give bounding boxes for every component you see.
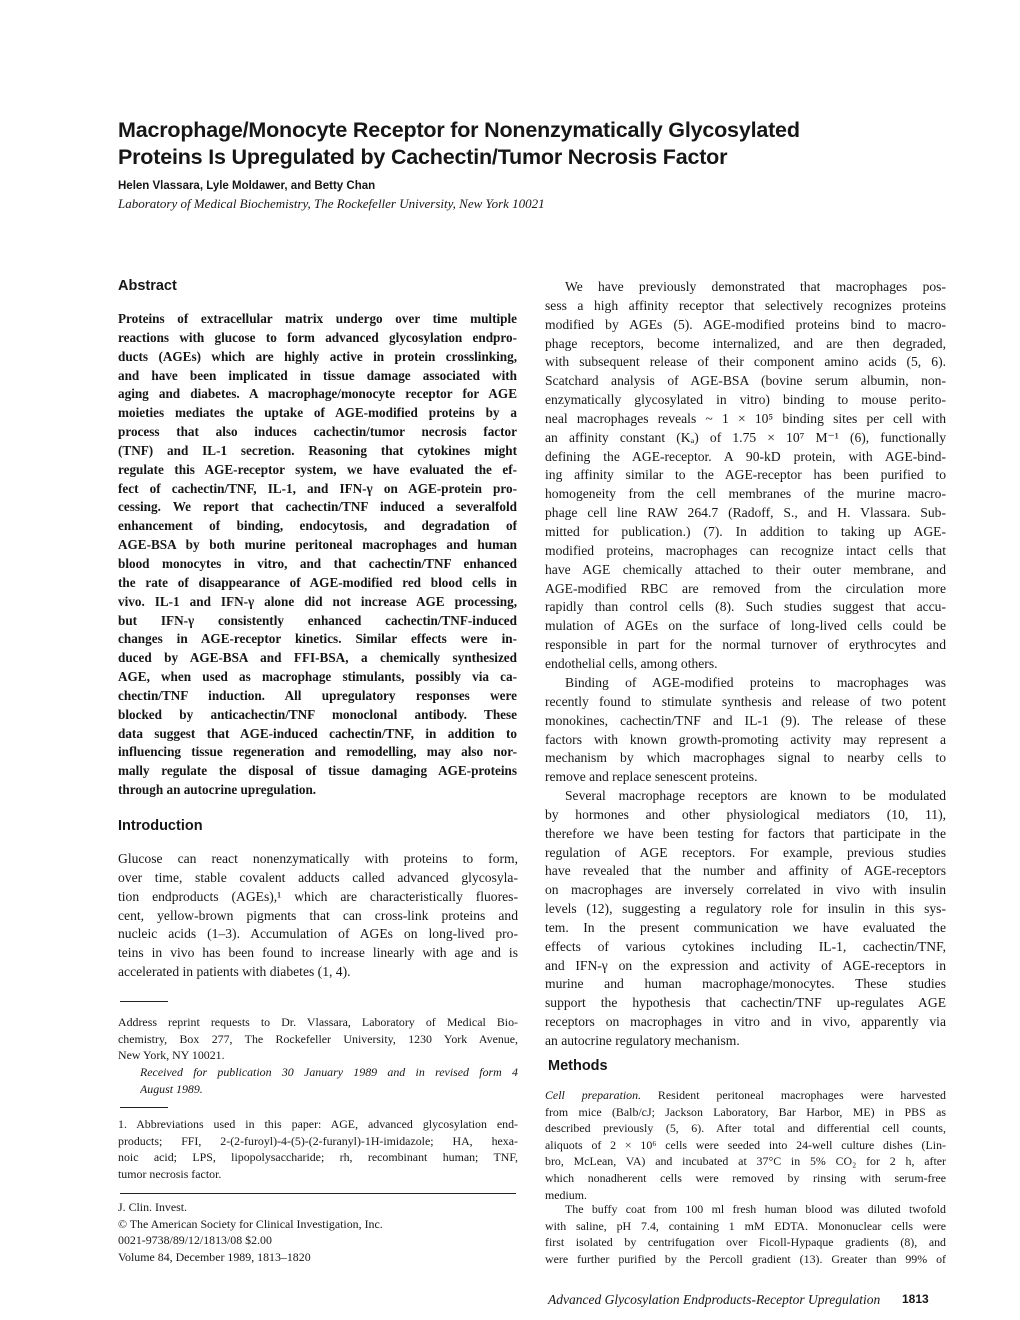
text-line: The buffy coat from 100 ml fresh human blood was diluted twofold (565, 1202, 946, 1216)
text-line: enzymatically glycosylated in vitro) binding to mouse perito- (545, 392, 946, 408)
text-line: recently found to stimulate synthesis and release of two potent (545, 693, 946, 709)
text-line: which nonadherent cells were removed by rinsing with serum-free (545, 1170, 946, 1185)
text-line: changes in AGE-receptor kinetics. Similar effects were in- (118, 631, 517, 647)
text-line: through an autocrine upregulation. (118, 782, 317, 798)
text-line: Address reprint requests to Dr. Vlassara, Laboratory of Medical Bio- (118, 1015, 518, 1029)
title-line: Macrophage/Monocyte Receptor for Nonenzymatically Glycosylated (118, 118, 800, 142)
text-line: mechanism by which macrophages signal to nearby cells to (545, 750, 946, 766)
running-title: Advanced Glycosylation Endproducts-Receptor Upregulation (548, 1292, 881, 1307)
text-line: AGE, when used as macrophage stimulants, possibly via ca- (118, 669, 517, 685)
text-line: were further purified by the Percoll gradient (13). Greater than 99% of (545, 1251, 946, 1266)
text-line: Several macrophage receptors are known to be modulated (565, 788, 946, 803)
text-line: by hormones and other physiological mediators (10, 11), (545, 806, 946, 822)
text-line: from mice (Balb/cJ; Jackson Laboratory, Bar Harbor, ME) in PBS as (545, 1104, 946, 1119)
text-line: ing affinity similar to the AGE-receptor has been purified to (545, 467, 946, 483)
text-line: cent, yellow-brown pigments that can cross-link proteins and (118, 907, 518, 923)
text-line: with subsequent release of their component amino acids (5, 6). (545, 354, 946, 370)
text-line: homogeneity from the cell membranes of the murine macro- (545, 486, 946, 502)
text-line: mitted for publication.) (7). In addition to taking up AGE- (545, 523, 946, 539)
text-line: teins in vivo has been found to increase linearly with age and is (118, 945, 518, 961)
text-line: support the hypothesis that cachectin/TNF up-regulates AGE (545, 995, 946, 1011)
methods-heading: Methods (548, 1058, 608, 1074)
text-line: therefore we have been testing for factors that participate in the (545, 825, 946, 841)
text-line: mulation of AGEs on the surface of long-lived cells could be (545, 618, 946, 634)
text-line: an affinity constant (Kₐ) of 1.75 × 10⁷ M⁻¹ (6), functionally (545, 429, 946, 445)
text-line: endothelial cells, among others. (545, 655, 718, 671)
text-line: fect of cachectin/TNF, IL-1, and IFN-γ on AGE-protein pro- (118, 480, 517, 496)
cell-preparation-rest (545, 1104, 946, 1204)
text-line: tumor necrosis factor. (118, 1166, 222, 1181)
text-line: © The American Society for Clinical Investigation, Inc. (118, 1216, 383, 1231)
text-line: remove and replace senescent proteins. (545, 769, 758, 785)
text-line: phage cell line RAW 264.7 (Radoff, S., and H. Vlassara. Sub- (545, 505, 946, 521)
authors: Helen Vlassara, Lyle Moldawer, and Betty Chan (118, 180, 376, 192)
text-line: rapidly than control cells (8). Such studies suggest that accu- (545, 599, 946, 615)
text-line: mally regulate the disposal of tissue damaging AGE-proteins (118, 763, 517, 779)
text-line: AGE-modified RBC are removed from the circulation more (545, 580, 946, 596)
text-line: modified by AGEs (5). AGE-modified proteins bind to macro- (545, 316, 946, 332)
text-line: tion endproducts (AGEs),¹ which are characteristically fluores- (118, 888, 518, 904)
text-line: Scatchard analysis of AGE-BSA (bovine serum albumin, non- (545, 373, 946, 389)
introduction-heading: Introduction (118, 818, 203, 834)
text-line: duced by AGE-BSA and FFI-BSA, a chemically synthesized (118, 650, 517, 666)
abbreviations-footnote (118, 1116, 518, 1182)
footnote-rule (120, 1107, 168, 1108)
text-line: and have been implicated in tissue damage associated with (118, 367, 517, 383)
text-line: New York, NY 10021. (118, 1048, 225, 1063)
buffy-coat-paragraph (545, 1201, 946, 1267)
text-line: (TNF) and IL-1 secretion. Reasoning that cytokines might (118, 442, 517, 458)
intro-paragraph-2 (545, 674, 946, 787)
text-line: cessing. We report that cachectin/TNF induced a severalfold (118, 499, 517, 515)
cell-preparation-paragraph (545, 1087, 946, 1203)
text-line: chectin/TNF induction. All upregulatory responses were (118, 687, 517, 703)
text-line: enhancement of binding, endocytosis, and degradation of (118, 518, 517, 534)
text-line: have AGE chemically attached to their outer membrane, and (545, 561, 946, 577)
text-line: Volume 84, December 1989, 1813–1820 (118, 1249, 311, 1264)
citation-block (118, 1199, 518, 1265)
text-line: first isolated by centrifugation over Ficoll-Hypaque gradients (8), and (545, 1235, 946, 1250)
text-line: We have previously demonstrated that macrophages pos- (565, 279, 946, 294)
text-line: influencing tissue regeneration and remodelling, may also nor- (118, 744, 517, 760)
page-number: 1813 (902, 1292, 929, 1306)
text-line: over time, stable covalent adducts called advanced glycosyla- (118, 869, 518, 885)
text-line: the rate of disappearance of AGE-modified red blood cells in (118, 574, 517, 590)
text-line: Binding of AGE-modified proteins to macrophages was (565, 675, 946, 690)
affiliation: Laboratory of Medical Biochemistry, The Rockefeller University, New York 10021 (118, 196, 545, 211)
text-line: moieties mediates the uptake of AGE-modified proteins by a (118, 405, 517, 421)
text-line: phage receptors, become internalized, and are then degraded, (545, 335, 946, 351)
article-title (118, 117, 918, 171)
text-line: an autocrine regulatory mechanism. (545, 1032, 740, 1048)
text-line: nucleic acids (1–3). Accumulation of AGEs on long-lived pro- (118, 926, 518, 942)
text-line: on macrophages are inversely correlated in vivo with insulin (545, 882, 946, 898)
text-line: ducts (AGEs) which are highly active in protein crosslinking, (118, 348, 517, 364)
text-line: modified proteins, macrophages can recognize intact cells that (545, 542, 946, 558)
footnote-rule (120, 1001, 168, 1002)
text-line: neal macrophages reveals ~ 1 × 10⁵ binding sites per cell with (545, 410, 946, 426)
text-line: chemistry, Box 277, The Rockefeller University, 1230 York Avenue, (118, 1031, 518, 1046)
text-line: noic acid; LPS, lipopolysaccharide; rh, recombinant human; TNF, (118, 1150, 518, 1165)
text-line: products; FFI, 2-(2-furoyl)-4-(5)-(2-furanyl)-1H-imidazole; HA, hexa- (118, 1133, 518, 1148)
text-line: defining the AGE-receptor. A 90-kD protein, with AGE-bind- (545, 448, 946, 464)
text-line: AGE-BSA by both murine peritoneal macrophages and human (118, 537, 517, 553)
text-line: Proteins of extracellular matrix undergo over time multiple (118, 311, 517, 326)
text-line: aliquots of 2 × 10⁶ cells were seeded into 24-well culture dishes (Lin- (545, 1137, 946, 1152)
text-line: but IFN-γ consistently enhanced cachectin/TNF-induced (118, 612, 517, 628)
text-line: 0021-9738/89/12/1813/08 $2.00 (118, 1233, 272, 1248)
text-line: accelerated in patients with diabetes (1, 4). (118, 964, 351, 980)
text-line: aging and diabetes. A macrophage/monocyte receptor for AGE (118, 386, 517, 402)
text-line: process that also induces cachectin/tumor necrosis factor (118, 424, 517, 440)
text-line: effects of various cytokines including IL-1, cachectin/TNF, (545, 938, 946, 954)
text-line: blocked by anticachectin/TNF monoclonal antibody. These (118, 706, 517, 722)
text-line: regulate this AGE-receptor system, we have evaluated the ef- (118, 461, 517, 477)
text-line: responsible in part for the normal turnover of erythrocytes and (545, 637, 946, 653)
text-line: reactions with glucose to form advanced glycosylation endpro- (118, 329, 517, 345)
text-line: monokines, cachectin/TNF and IL-1 (9). The release of these (545, 712, 946, 728)
text-line: Glucose can react nonenzymatically with proteins to form, (118, 851, 518, 866)
cell-preparation-label: Cell preparation. (545, 1088, 642, 1102)
text-line: and IFN-γ on the expression and activity of AGE-receptors in (545, 957, 946, 973)
title-line: Proteins Is Upregulated by Cachectin/Tumor Necrosis Factor (118, 145, 728, 169)
text-line: described previously (5, 6). After total and differential cell counts, (545, 1121, 946, 1136)
text-line: Received for publication 30 January 1989 and in revised form 4 (140, 1065, 518, 1079)
citation-rule (120, 1193, 516, 1194)
address-footnote (118, 1014, 518, 1064)
text-line: bro, McLean, VA) and incubated at 37°C in 5% CO₂ for 2 h, after (545, 1154, 946, 1169)
text-line: factors with known growth-promoting activity may represent a (545, 731, 946, 747)
text-line: murine and human macrophage/monocytes. These studies (545, 976, 946, 992)
text-line: data suggest that AGE-induced cachectin/TNF, in addition to (118, 725, 517, 741)
text-line: 1. Abbreviations used in this paper: AGE, advanced glycosylation end- (118, 1117, 518, 1131)
abstract-heading: Abstract (118, 278, 177, 294)
text-line: August 1989. (140, 1081, 203, 1096)
text-line: sess a high affinity receptor that selectively recognizes proteins (545, 297, 946, 313)
intro-paragraph-3 (545, 787, 946, 1051)
text-line: vivo. IL-1 and IFN-γ alone did not increase AGE processing, (118, 593, 517, 609)
text-line: regulation of AGE receptors. For example, previous studies (545, 844, 946, 860)
text-line: medium. (545, 1187, 587, 1202)
text-line: levels (12), suggesting a regulatory role for insulin in this sys- (545, 901, 946, 917)
text-line: receptors on macrophages in vitro and in vivo, apparently via (545, 1014, 946, 1030)
abstract-text (118, 310, 517, 800)
introduction-text (118, 850, 518, 982)
text-line: with saline, pH 7.4, containing 1 mM EDTA. Mononuclear cells were (545, 1218, 946, 1233)
intro-paragraph-1 (545, 278, 946, 674)
received-footnote (118, 1064, 518, 1097)
cell-preparation-first-line: Cell preparation. Resident peritoneal macrophages were harvested (545, 1088, 946, 1102)
text-line: tem. In the present communication we have evaluated the (545, 919, 946, 935)
text-line: J. Clin. Invest. (118, 1200, 188, 1214)
text-line: have revealed that the number and affinity of AGE-receptors (545, 863, 946, 879)
text-line: blood monocytes in vitro, and that cachectin/TNF enhanced (118, 555, 517, 571)
